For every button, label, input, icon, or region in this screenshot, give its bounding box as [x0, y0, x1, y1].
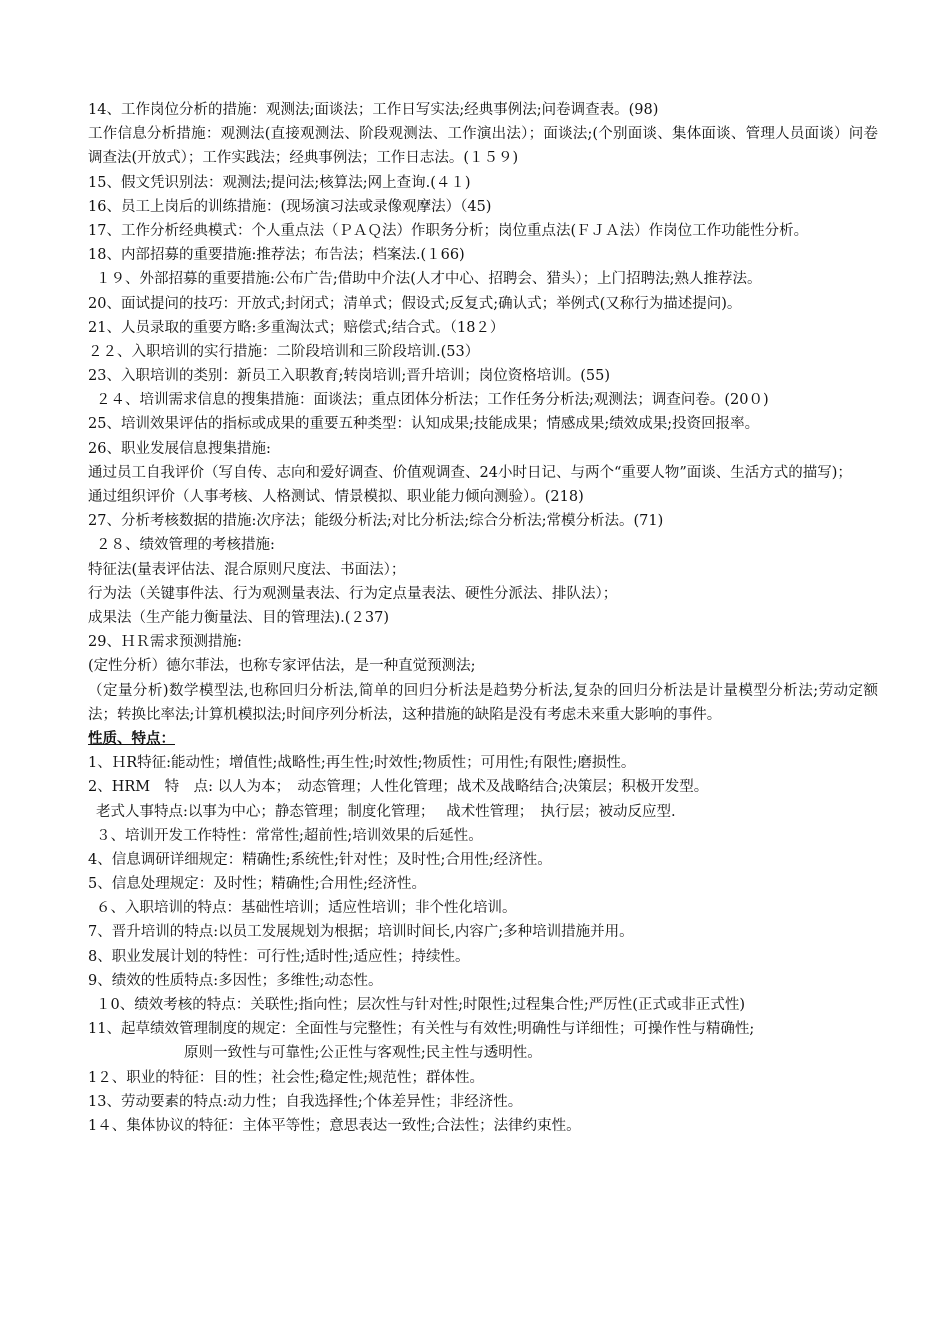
text-line: 18、内部招募的重要措施:推荐法；布告法；档案法.(１66) [88, 247, 465, 264]
text-line: 9、绩效的性质特点:多因性；多维性;动态性。 [88, 972, 383, 989]
text-line: ３、培训开发工作特性：常常性;超前性;培训效果的后延性。 [96, 827, 483, 844]
text-line: 8、职业发展计划的特性：可行性;适时性;适应性；持续性。 [88, 948, 470, 965]
text-line: 通过组织评价（人事考核、人格测试、情景模拟、职业能力倾向测验）。(218) [88, 489, 584, 506]
text-line: 特征法(量表评估法、混合原则尺度法、书面法）； [88, 561, 406, 578]
text-line: 26、职业发展信息搜集措施: [88, 440, 271, 457]
text-line: 4、信息调研详细规定：精确性;系统性;针对性；及时性;合用性;经济性。 [88, 851, 552, 868]
text-line: 23、入职培训的类别：新员工入职教育;转岗培训;晋升培训；岗位资格培训。(55) [88, 368, 610, 385]
text-line: 老式人事特点:以事为中心；静态管理；制度化管理； 战术性管理； 执行层；被动反应型. [96, 803, 676, 820]
text-line: 5、信息处理规定：及时性；精确性;合用性;经济性。 [88, 876, 426, 893]
text-line: 1２、职业的特征：目的性；社会性;稳定性;规范性；群体性。 [88, 1069, 484, 1086]
text-line: 21、人员录取的重要方略:多重淘汰式；赔偿式;结合式。（18２） [88, 319, 505, 336]
document-page [88, 98, 878, 1138]
section-heading: 性质、特点： [88, 729, 175, 747]
text-line: 工作信息分析措施：观测法(直接观测法、阶段观测法、工作演出法）；面谈法;(个别面谈、集体面谈、管理人员面谈）问卷调查法(开放式）；工作实践法；经典事例法；工作日志法。(１５９) [88, 126, 878, 167]
text-line: 13、劳动要素的特点:动力性；自我选择性;个体差异性；非经济性。 [88, 1093, 523, 1110]
text-line: 1４、集体协议的特征：主体平等性；意思表达一致性;合法性；法律约束性。 [88, 1117, 581, 1134]
text-line: 通过员工自我评价（写自传、志向和爱好调查、价值观调查、24小时日记、与两个“重要人物”面谈、生活方式的描写)； [88, 464, 852, 481]
text-line: １0、绩效考核的特点：关联性;指向性；层次性与针对性;时限性;过程集合性;严厉性(正式或非正式性) [96, 997, 746, 1014]
text-line: （定量分析)数学模型法,也称回归分析法,简单的回归分析法是趋势分析法,复杂的回归分析法是计量模型分析法;劳动定额法；转换比率法;计算机模拟法;时间序列分析法，这种措施的缺陷是没有考虑未来重大影响的事件。 [88, 682, 878, 723]
text-line: 行为法（关键事件法、行为观测量表法、行为定点量表法、硬性分派法、排队法）； [88, 585, 618, 602]
text-line: (定性分析）德尔菲法，也称专家评估法，是一种直觉预测法; [88, 658, 476, 675]
text-line: 20、面试提问的技巧：开放式;封闭式；清单式；假设式;反复式;确认式；举例式(又称行为描述提问)。 [88, 295, 742, 312]
text-line: 14、工作岗位分析的措施：观测法;面谈法；工作日写实法;经典事例法;问卷调查表。(98) [88, 102, 659, 118]
text-line: 成果法（生产能力衡量法、目的管理法).(２37) [88, 610, 390, 626]
text-line: 29、ＨＲ需求预测措施: [88, 634, 242, 651]
text-line: 25、培训效果评估的指标或成果的重要五种类型：认知成果;技能成果；情感成果;绩效成果;投资回报率。 [88, 416, 760, 433]
text-line: 原则一致性与可靠性;公正性与客观性;民主性与透明性。 [184, 1045, 542, 1062]
text-line: ２２、入职培训的实行措施：二阶段培训和三阶段培训.(53） [88, 343, 480, 360]
text-line: 15、假文凭识别法：观测法;提问法;核算法;网上查询.(４１) [88, 174, 471, 191]
text-line: 27、分析考核数据的措施:次序法；能级分析法;对比分析法;综合分析法;常模分析法。(71) [88, 513, 664, 530]
text-line: 7、晋升培训的特点:以员工发展规划为根据；培训时间长,内容广;多种培训措施并用。 [88, 924, 634, 941]
text-line: 11、起草绩效管理制度的规定：全面性与完整性；有关性与有效性;明确性与详细性；可操作性与精确性; [88, 1021, 755, 1038]
text-line: ６、入职培训的特点：基础性培训；适应性培训；非个性化培训。 [96, 900, 517, 917]
text-line: １９、外部招募的重要措施:公布广告;借助中介法(人才中心、招聘会、猎头）；上门招聘法;熟人推荐法。 [96, 271, 762, 288]
text-line: 2、HRM 特 点: 以人为本； 动态管理；人性化管理；战术及战略结合;决策层；积极开发型。 [88, 779, 709, 796]
text-line: 16、员工上岗后的训练措施：(现场演习法或录像观摩法）（45) [88, 198, 492, 215]
text-line: ２４、培训需求信息的搜集措施：面谈法；重点团体分析法；工作任务分析法;观测法；调查问卷。(20０) [96, 392, 769, 409]
text-line: 17、工作分析经典模式：个人重点法（ＰＡＱ法）作职务分析；岗位重点法(ＦＪＡ法）作岗位工作功能性分析。 [88, 222, 809, 239]
text-line: 1、ＨR特征:能动性；增值性;战略性;再生性;时效性;物质性；可用性;有限性;磨损性。 [88, 755, 636, 772]
text-line: ２８、绩效管理的考核措施: [96, 537, 275, 554]
